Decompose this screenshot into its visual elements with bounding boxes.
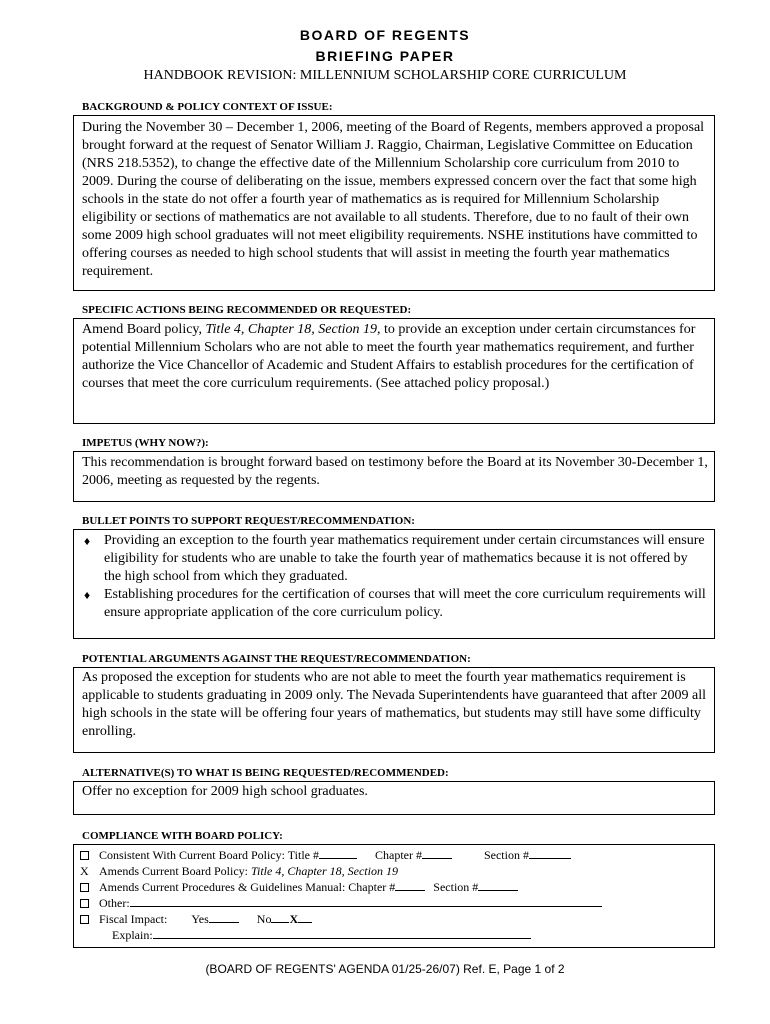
compliance-row-consistent: Consistent With Current Board Policy: Title # Chapter # Section # bbox=[80, 847, 571, 863]
alternatives-label: ALTERNATIVE(S) TO WHAT IS BEING REQUESTED/RECOMMENDED: bbox=[82, 767, 449, 779]
checkbox-empty-icon[interactable] bbox=[80, 915, 89, 924]
header-briefing-paper: BRIEFING PAPER bbox=[315, 48, 455, 64]
page-footer: (BOARD OF REGENTS' AGENDA 01/25-26/07) Ref. E, Page 1 of 2 bbox=[205, 962, 565, 976]
header-board-of-regents: BOARD OF REGENTS bbox=[299, 27, 471, 43]
background-label: BACKGROUND & POLICY CONTEXT OF ISSUE: bbox=[82, 101, 333, 113]
alternatives-text: Offer no exception for 2009 high school graduates. bbox=[82, 784, 368, 799]
fiscal-no-mark: X bbox=[289, 912, 299, 926]
impetus-text: This recommendation is brought forward based on testimony before the Board at its November 30-December 1, 2006, meeting as requested by the regents. bbox=[82, 455, 708, 488]
compliance-row-explain: Explain: bbox=[112, 927, 531, 943]
impetus-box bbox=[73, 451, 715, 502]
compliance-row-other: Other: bbox=[80, 895, 602, 911]
compliance-label: COMPLIANCE WITH BOARD POLICY: bbox=[82, 830, 283, 842]
arguments-text: As proposed the exception for students who are not able to meet the fourth year mathematics requirement is applicable to students graduating in 2009 only. The Nevada Superintendents have guaranteed that after 2009 all high schools in the state will be offering four years of mathematics, but students may still have some difficulty enrolling. bbox=[82, 670, 706, 739]
policy-reference: Title 4, Chapter 18, Section 19 bbox=[205, 322, 378, 337]
list-item: ♦ Providing an exception to the fourth year mathematics requirement under certain circumstances will ensure eligibility for students who are unable to take the fourth year of mathematics because it is not offered by the high school from which they graduated. bbox=[84, 533, 705, 584]
header-subject: HANDBOOK REVISION: MILLENNIUM SCHOLARSHIP CORE CURRICULUM bbox=[143, 68, 627, 83]
diamond-bullet-icon: ♦ bbox=[84, 588, 91, 602]
background-text: During the November 30 – December 1, 2006, meeting of the Board of Regents, members approved a proposal brought forward at the request of Senator William J. Raggio, Chairman, Legislative Committee on Education (NRS 218.5352), to change the effective date of the Millennium Scholarship core curriculum from 2010 to 2009. During the course of deliberating on the issue, members expressed concern over the fact that some high schools in the state do not offer a fourth year of mathematics as is required for Millennium Scholarship eligibility or sections of mathematics are not available to all students. Therefore, due to no fault of their own some 2009 high school graduates will not meet eligibility requirements. NSHE institutions have committed to offering courses as needed to high school students that will assist in meeting the fourth year mathematics requirement. bbox=[82, 120, 705, 279]
actions-box bbox=[73, 318, 715, 424]
x-mark-icon: X bbox=[80, 864, 89, 878]
compliance-row-amends-procedures: Amends Current Procedures & Guidelines Manual: Chapter # Section # bbox=[80, 879, 518, 895]
checkbox-empty-icon[interactable] bbox=[80, 899, 89, 908]
compliance-row-fiscal-impact: Fiscal Impact: Yes No X bbox=[80, 911, 312, 927]
arguments-label: POTENTIAL ARGUMENTS AGAINST THE REQUEST/RECOMMENDATION: bbox=[82, 653, 471, 665]
bullet-list bbox=[82, 532, 708, 622]
compliance-box bbox=[73, 844, 715, 948]
bullets-box bbox=[73, 529, 715, 639]
diamond-bullet-icon: ♦ bbox=[84, 534, 91, 548]
impetus-label: IMPETUS (WHY NOW?): bbox=[82, 437, 209, 449]
compliance-row-amends-policy: X Amends Current Board Policy: Title 4, Chapter 18, Section 19 bbox=[80, 864, 398, 878]
actions-label: SPECIFIC ACTIONS BEING RECOMMENDED OR REQUESTED: bbox=[82, 304, 412, 316]
background-box bbox=[73, 115, 715, 291]
actions-text: Amend Board policy, Title 4, Chapter 18, Section 19, to provide an exception under certain circumstances for potential Millennium Scholars who are not able to meet the fourth year mathematics requirement, and further authorize the Vice Chancellor of Academic and Student Affairs to establish procedures for the certification of courses that meet the core curriculum requirements. (See attached policy proposal.) bbox=[82, 322, 696, 391]
checkbox-empty-icon[interactable] bbox=[80, 883, 89, 892]
alternatives-box bbox=[73, 781, 715, 815]
bullets-label: BULLET POINTS TO SUPPORT REQUEST/RECOMMENDATION: bbox=[82, 515, 415, 527]
checkbox-empty-icon[interactable] bbox=[80, 851, 89, 860]
arguments-box bbox=[73, 667, 715, 753]
list-item: ♦ Establishing procedures for the certification of courses that will meet the core curriculum requirements will ensure appropriate application of the core curriculum policy. bbox=[84, 587, 706, 620]
